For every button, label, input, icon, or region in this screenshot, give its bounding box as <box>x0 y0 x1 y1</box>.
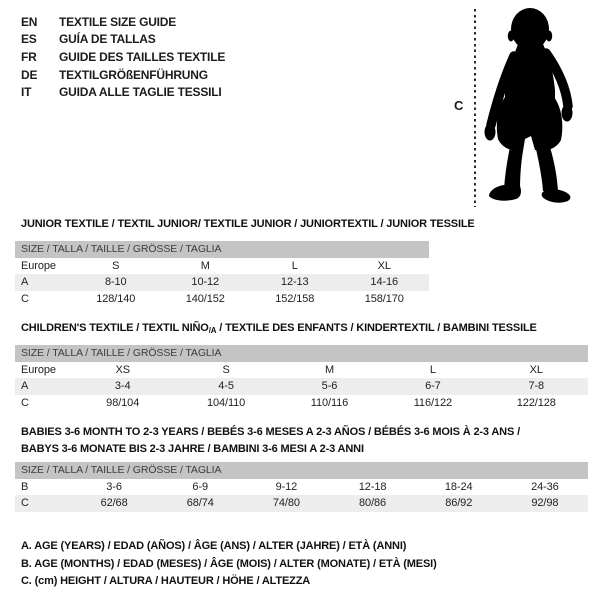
cell: 86/92 <box>416 495 502 511</box>
row-label: Europe <box>21 364 56 377</box>
row-label: A <box>15 274 71 290</box>
cell: 4-5 <box>174 378 277 394</box>
lang-code: EN <box>21 14 38 29</box>
cell: 104/110 <box>206 396 246 409</box>
table-row <box>15 291 429 307</box>
children-title-post: / TEXTILE DES ENFANTS / KINDERTEXTIL / BAMBINI TESSILE <box>216 322 537 334</box>
cell: 152/158 <box>275 292 315 305</box>
cell: M <box>200 260 210 273</box>
cell: XL <box>529 364 543 377</box>
lang-code: IT <box>21 85 32 100</box>
lang-row-fr <box>21 48 225 66</box>
row-label: B <box>21 481 29 494</box>
row-label: C <box>21 292 29 305</box>
cell: 18-24 <box>444 481 473 494</box>
toddler-silhouette-icon <box>478 6 584 209</box>
babies-size-table <box>15 479 588 512</box>
legend-line-a: A. AGE (YEARS) / EDAD (AÑOS) / ÂGE (ANS) / ALTER (JAHRE) / ETÀ (ANNI) <box>21 540 407 552</box>
cell: 3-6 <box>106 481 122 494</box>
cell: 8-10 <box>71 274 161 290</box>
table-row <box>15 362 588 378</box>
cell: 3-4 <box>71 378 174 394</box>
table-row <box>15 378 588 394</box>
height-dashed-line <box>474 9 476 207</box>
cell: L <box>291 260 298 273</box>
cell: 5-6 <box>278 378 381 394</box>
lang-label: GUIDA ALLE TAGLIE TESSILI <box>59 85 222 100</box>
junior-size-table <box>15 258 429 307</box>
row-label: C <box>21 396 29 409</box>
measurement-legend <box>21 538 437 591</box>
table-row <box>15 395 588 411</box>
measure-c-label: C <box>454 98 464 113</box>
cell: 92/98 <box>502 495 588 511</box>
cell: M <box>324 364 335 377</box>
row-label: Europe <box>21 260 56 273</box>
cell: 122/128 <box>516 396 556 409</box>
legend-line-c: C. (cm) HEIGHT / ALTURA / HAUTEUR / HÖHE / ALTEZZA <box>21 575 311 588</box>
row-label: A <box>15 378 71 394</box>
table-row <box>15 479 588 495</box>
cell: 68/74 <box>157 495 243 511</box>
row-label: C <box>15 495 71 511</box>
cell: 74/80 <box>243 495 329 511</box>
cell: XL <box>377 260 391 273</box>
cell: 116/122 <box>413 396 452 409</box>
lang-label: TEXTILGRÖßENFÜHRUNG <box>59 67 208 82</box>
lang-code: FR <box>21 49 37 64</box>
cell: 158/170 <box>364 292 404 305</box>
table-row <box>15 274 429 290</box>
cell: S <box>112 260 120 273</box>
lang-row-en <box>21 13 225 31</box>
children-section-title <box>21 320 537 339</box>
lang-label: TEXTILE SIZE GUIDE <box>59 14 177 29</box>
lang-label: GUÍA DE TALLAS <box>59 32 156 47</box>
cell: 24-36 <box>531 481 559 494</box>
legend-line-b: B. AGE (MONTHS) / EDAD (MESES) / ÂGE (MOIS) / ALTER (MONATE) / ETÀ (MESI) <box>21 557 437 570</box>
lang-row-it <box>21 83 225 101</box>
height-measure-figure <box>446 0 600 215</box>
cell: 7-8 <box>485 378 588 394</box>
cell: 6-9 <box>192 481 209 494</box>
lang-row-es <box>21 31 225 49</box>
lang-label: GUIDE DES TAILLES TEXTILE <box>59 49 226 64</box>
cell: XS <box>115 364 130 377</box>
junior-size-header-bar: SIZE / TALLA / TAILLE / GRÖSSE / TAGLIA <box>15 241 429 258</box>
cell: S <box>222 364 230 377</box>
cell: 10-12 <box>161 274 251 290</box>
cell: 80/86 <box>329 495 415 511</box>
lang-code: DE <box>21 67 38 82</box>
cell: 14-16 <box>340 274 430 290</box>
cell: 140/152 <box>185 292 225 305</box>
cell: L <box>429 364 436 377</box>
babies-size-header-bar: SIZE / TALLA / TAILLE / GRÖSSE / TAGLIA <box>15 462 588 479</box>
children-title-pre: CHILDREN'S TEXTILE / TEXTIL NIÑO <box>21 322 209 334</box>
language-guide-list <box>21 13 225 101</box>
children-size-header-bar: SIZE / TALLA / TAILLE / GRÖSSE / TAGLIA <box>15 345 588 362</box>
babies-section-title-line2: BABYS 3-6 MONATE BIS 2-3 JAHRE / BAMBINI 3-6 MESI A 2-3 ANNI <box>21 443 364 455</box>
cell: 128/140 <box>96 292 136 305</box>
cell: 9-12 <box>275 481 298 494</box>
lang-code: ES <box>21 32 37 47</box>
cell: 6-7 <box>381 378 484 394</box>
cell: 12-13 <box>250 274 340 290</box>
cell: 98/104 <box>106 396 140 409</box>
cell: 12-18 <box>358 481 387 494</box>
babies-section-title-line1: BABIES 3-6 MONTH TO 2-3 YEARS / BEBÉS 3-6 MESES A 2-3 AÑOS / BÉBÉS 3-6 MOIS À 2-3 ANS / <box>21 426 520 438</box>
junior-section-title: JUNIOR TEXTILE / TEXTIL JUNIOR/ TEXTILE JUNIOR / JUNIORTEXTIL / JUNIOR TESSILE <box>21 218 475 230</box>
table-row <box>15 258 429 274</box>
cell: 110/116 <box>310 396 349 409</box>
children-size-table <box>15 362 588 411</box>
lang-row-de <box>21 66 225 84</box>
cell: 62/68 <box>71 495 157 511</box>
children-title-sub: /A <box>208 326 217 335</box>
table-row <box>15 495 588 511</box>
